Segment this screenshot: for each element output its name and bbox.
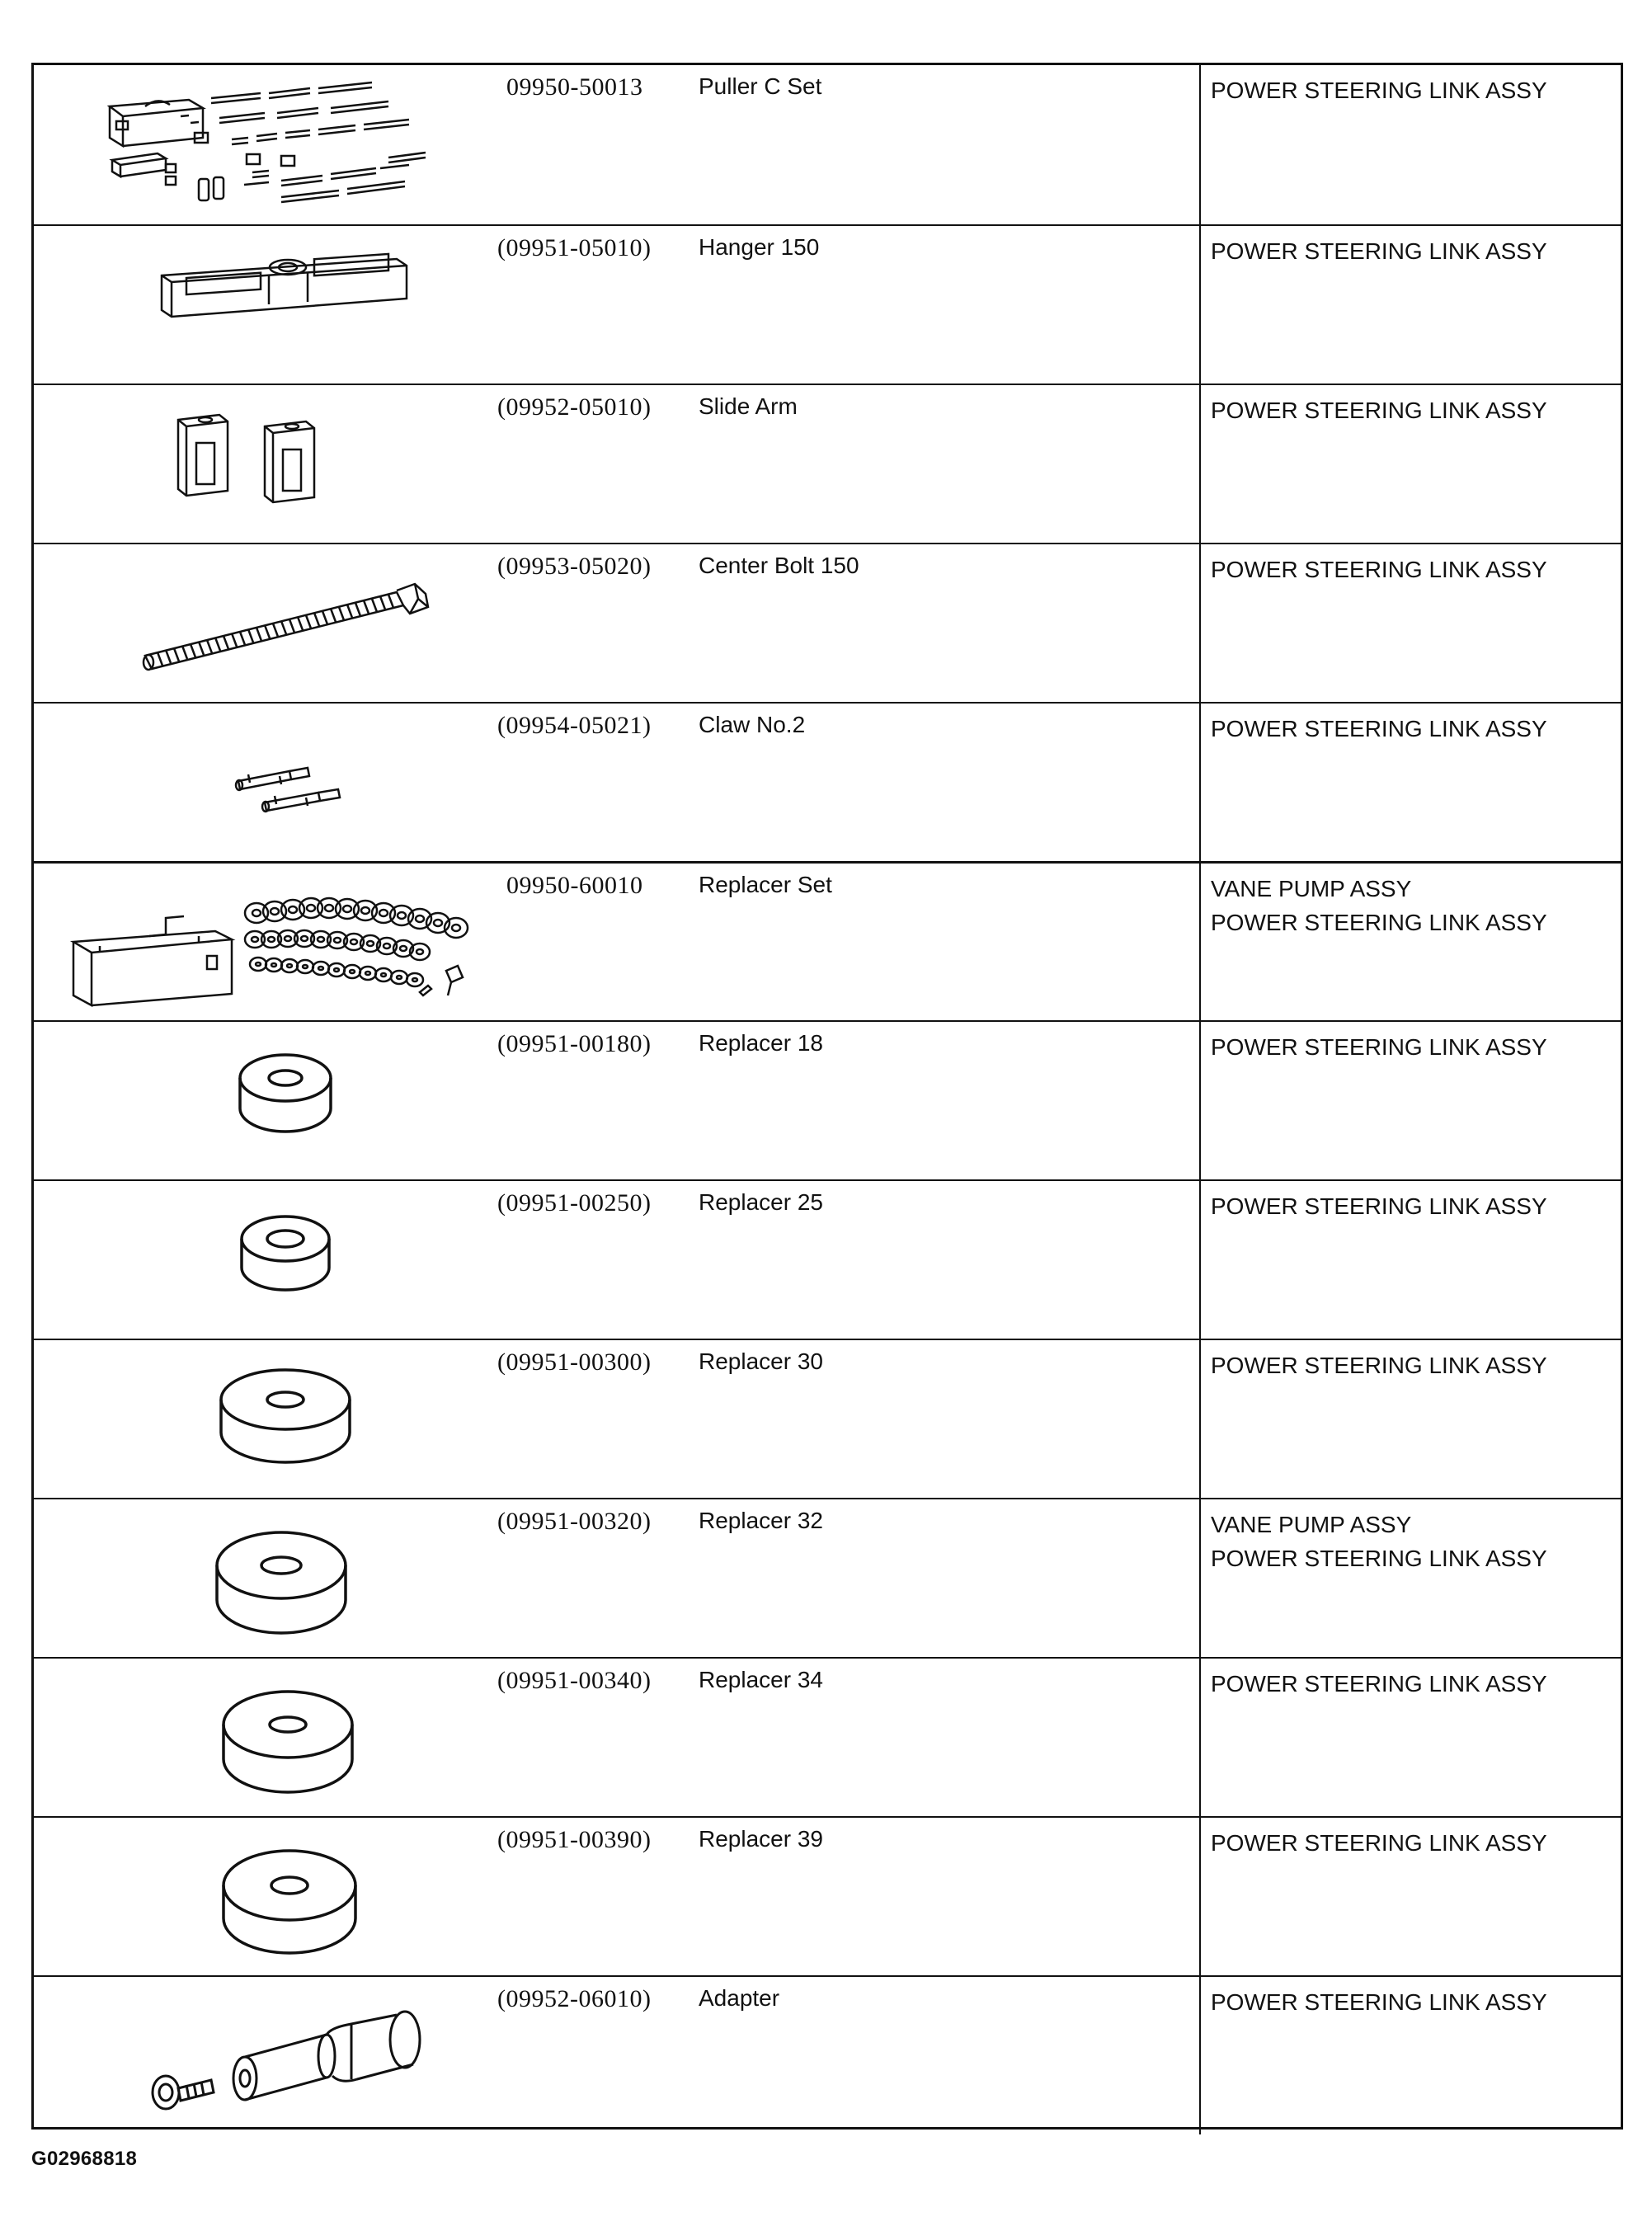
part-name: Puller C Set (699, 73, 822, 99)
part-name: Center Bolt 150 (699, 553, 859, 578)
usage-item: POWER STEERING LINK ASSY (1211, 78, 1547, 103)
special-service-tools-table (31, 63, 1623, 2130)
replacer-ring-icon (34, 1340, 496, 1497)
part-number: (09952-05010) (497, 393, 652, 421)
usage-list (1211, 872, 1547, 939)
usage-item: VANE PUMP ASSY (1211, 1512, 1412, 1537)
part-name: Replacer 30 (699, 1348, 823, 1374)
column-divider (1199, 226, 1201, 384)
replacer-ring-icon (34, 1659, 496, 1815)
part-number: (09951-00390) (497, 1826, 652, 1853)
usage-item: POWER STEERING LINK ASSY (1211, 1989, 1547, 2015)
usage-item: POWER STEERING LINK ASSY (1211, 1353, 1547, 1378)
table-row (34, 543, 1621, 702)
table-row (34, 384, 1621, 543)
adapter-icon (34, 1977, 496, 2134)
table-row (34, 1498, 1621, 1657)
usage-list (1211, 1985, 1547, 2019)
part-name: Adapter (699, 1985, 780, 2011)
table-row (34, 224, 1621, 384)
usage-list (1211, 1189, 1547, 1223)
part-number: (09951-00250) (497, 1189, 652, 1217)
part-number: (09951-00340) (497, 1667, 652, 1694)
claw-icon (34, 704, 496, 860)
part-name: Replacer 34 (699, 1667, 823, 1692)
usage-list (1211, 1348, 1547, 1382)
usage-item: POWER STEERING LINK ASSY (1211, 716, 1547, 741)
table-row (34, 1657, 1621, 1816)
puller-c-set-icon (34, 65, 496, 222)
table-row (34, 1816, 1621, 1975)
usage-item: POWER STEERING LINK ASSY (1211, 557, 1547, 582)
table-row (34, 1020, 1621, 1179)
part-name: Replacer Set (699, 872, 832, 897)
part-name: Replacer 25 (699, 1189, 823, 1215)
usage-list (1211, 73, 1547, 107)
part-name: Replacer 18 (699, 1030, 823, 1056)
replacer-ring-icon (34, 1181, 496, 1338)
part-number: (09951-00180) (497, 1030, 652, 1057)
column-divider (1199, 544, 1201, 702)
usage-list (1211, 553, 1547, 586)
part-number: (09951-00320) (497, 1508, 652, 1535)
column-divider (1199, 1340, 1201, 1498)
usage-item: POWER STEERING LINK ASSY (1211, 1193, 1547, 1219)
hanger-icon (34, 226, 496, 383)
usage-list (1211, 712, 1547, 746)
part-name: Replacer 32 (699, 1508, 823, 1533)
table-row (34, 1975, 1621, 2134)
usage-item: POWER STEERING LINK ASSY (1211, 1034, 1547, 1060)
table-row (34, 861, 1621, 1020)
table-row (34, 1179, 1621, 1339)
slide-arm-icon (34, 385, 496, 542)
usage-list (1211, 393, 1547, 427)
replacer-ring-icon (34, 1022, 496, 1179)
usage-list (1211, 1667, 1547, 1701)
part-number: (09951-05010) (497, 234, 652, 261)
column-divider (1199, 1818, 1201, 1975)
column-divider (1199, 1499, 1201, 1657)
part-number: (09952-06010) (497, 1985, 652, 2012)
usage-list (1211, 1826, 1547, 1860)
table-row (34, 65, 1621, 224)
part-name: Hanger 150 (699, 234, 820, 260)
usage-list (1211, 234, 1547, 268)
part-number: (09954-05021) (497, 712, 652, 739)
column-divider (1199, 1977, 1201, 2134)
figure-code: G02968818 (31, 2148, 138, 2170)
column-divider (1199, 1022, 1201, 1179)
replacer-set-icon (34, 864, 496, 1020)
part-number: 09950-50013 (506, 73, 643, 101)
table-row (34, 702, 1621, 861)
usage-item: POWER STEERING LINK ASSY (1211, 398, 1547, 423)
replacer-ring-icon (34, 1499, 496, 1656)
part-number: (09951-00300) (497, 1348, 652, 1376)
part-name: Slide Arm (699, 393, 798, 419)
usage-item: POWER STEERING LINK ASSY (1211, 1830, 1547, 1856)
center-bolt-icon (34, 544, 496, 701)
column-divider (1199, 864, 1201, 1020)
column-divider (1199, 65, 1201, 224)
part-name: Replacer 39 (699, 1826, 823, 1852)
usage-item: POWER STEERING LINK ASSY (1211, 238, 1547, 264)
column-divider (1199, 704, 1201, 861)
usage-list (1211, 1508, 1547, 1575)
usage-item: VANE PUMP ASSY (1211, 876, 1412, 901)
usage-item: POWER STEERING LINK ASSY (1211, 1671, 1547, 1697)
column-divider (1199, 385, 1201, 543)
table-row (34, 1339, 1621, 1498)
column-divider (1199, 1181, 1201, 1339)
part-number: (09953-05020) (497, 553, 652, 580)
usage-list (1211, 1030, 1547, 1064)
part-number: 09950-60010 (506, 872, 643, 899)
replacer-ring-icon (34, 1818, 496, 1974)
usage-item: POWER STEERING LINK ASSY (1211, 910, 1547, 935)
usage-item: POWER STEERING LINK ASSY (1211, 1546, 1547, 1571)
column-divider (1199, 1659, 1201, 1816)
part-name: Claw No.2 (699, 712, 806, 737)
